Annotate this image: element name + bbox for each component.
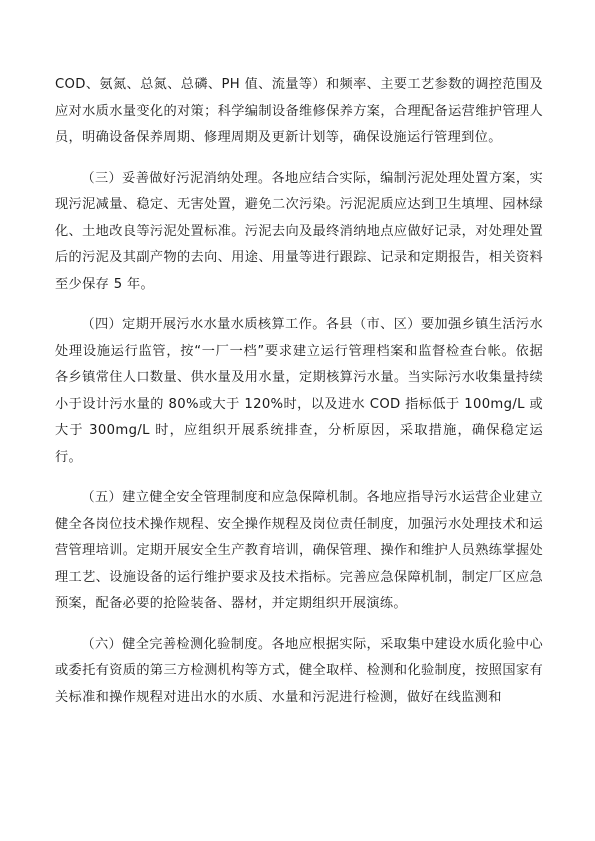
paragraph-safety-management: （五）建立健全安全管理制度和应急保障机制。各地应指导污水运营企业建立健全各岗位技术操作规程、安全操作规程及岗位责任制度，加强污水处理技术和运营管理培训。定期开展安全生产教育培训，确保管理、操作和维护人员熟练掌握处理工艺、设施设备的运行维护要求及技术指标。完善应急保障机制，制定厂区应急预案，配备必要的抢险装备、器材，并定期组织开展演练。	[55, 490, 543, 611]
paragraph-testing-system: （六）健全完善检测化验制度。各地应根据实际，采取集中建设水质化验中心或委托有资质的第三方检测机构等方式，健全取样、检测和化验制度，按照国家有关标准和操作规程对进出水的水质、水量和污泥进行检测，做好在线监测和	[55, 636, 543, 705]
document-body	[55, 72, 543, 725]
paragraph-sludge-disposal: （三）妥善做好污泥消纳处理。各地应结合实际，编制污泥处理处置方案，实现污泥减量、稳定、无害处置，避免二次污染。污泥泥质应达到卫生填埋、园林绿化、土地改良等污泥处置标准。污泥去向及最终消纳地点应做好记录，对处理处置后的污泥及其副产物的去向、用途、用量等进行跟踪、记录和定期报告，相关资料至少保存 5 年。	[55, 170, 543, 292]
paragraph-continuation: COD、氨氮、总氮、总磷、PH 值、流量等）和频率、主要工艺参数的调控范围及应对水质水量变化的对策；科学编制设备维修保养方案，合理配备运营维护管理人员，明确设备保养周期、修理周期及更新计划等，确保设施运行管理到位。	[55, 77, 543, 145]
paragraph-sewage-volume-accounting: （四）定期开展污水水量水质核算工作。各县（市、区）要加强乡镇生活污水处理设施运行监管，按“一厂一档”要求建立运行管理档案和监督检查台帐。依据各乡镇常住人口数量、供水量及用水量，定期核算污水量。当实际污水收集量持续小于设计污水量的 80%或大于 120%时，以及进水 COD 指标低于 100mg/L 或大于 300mg/L 时，应组织开展系统排查，分析原因，采取措施，确保稳定运行。	[55, 317, 543, 465]
